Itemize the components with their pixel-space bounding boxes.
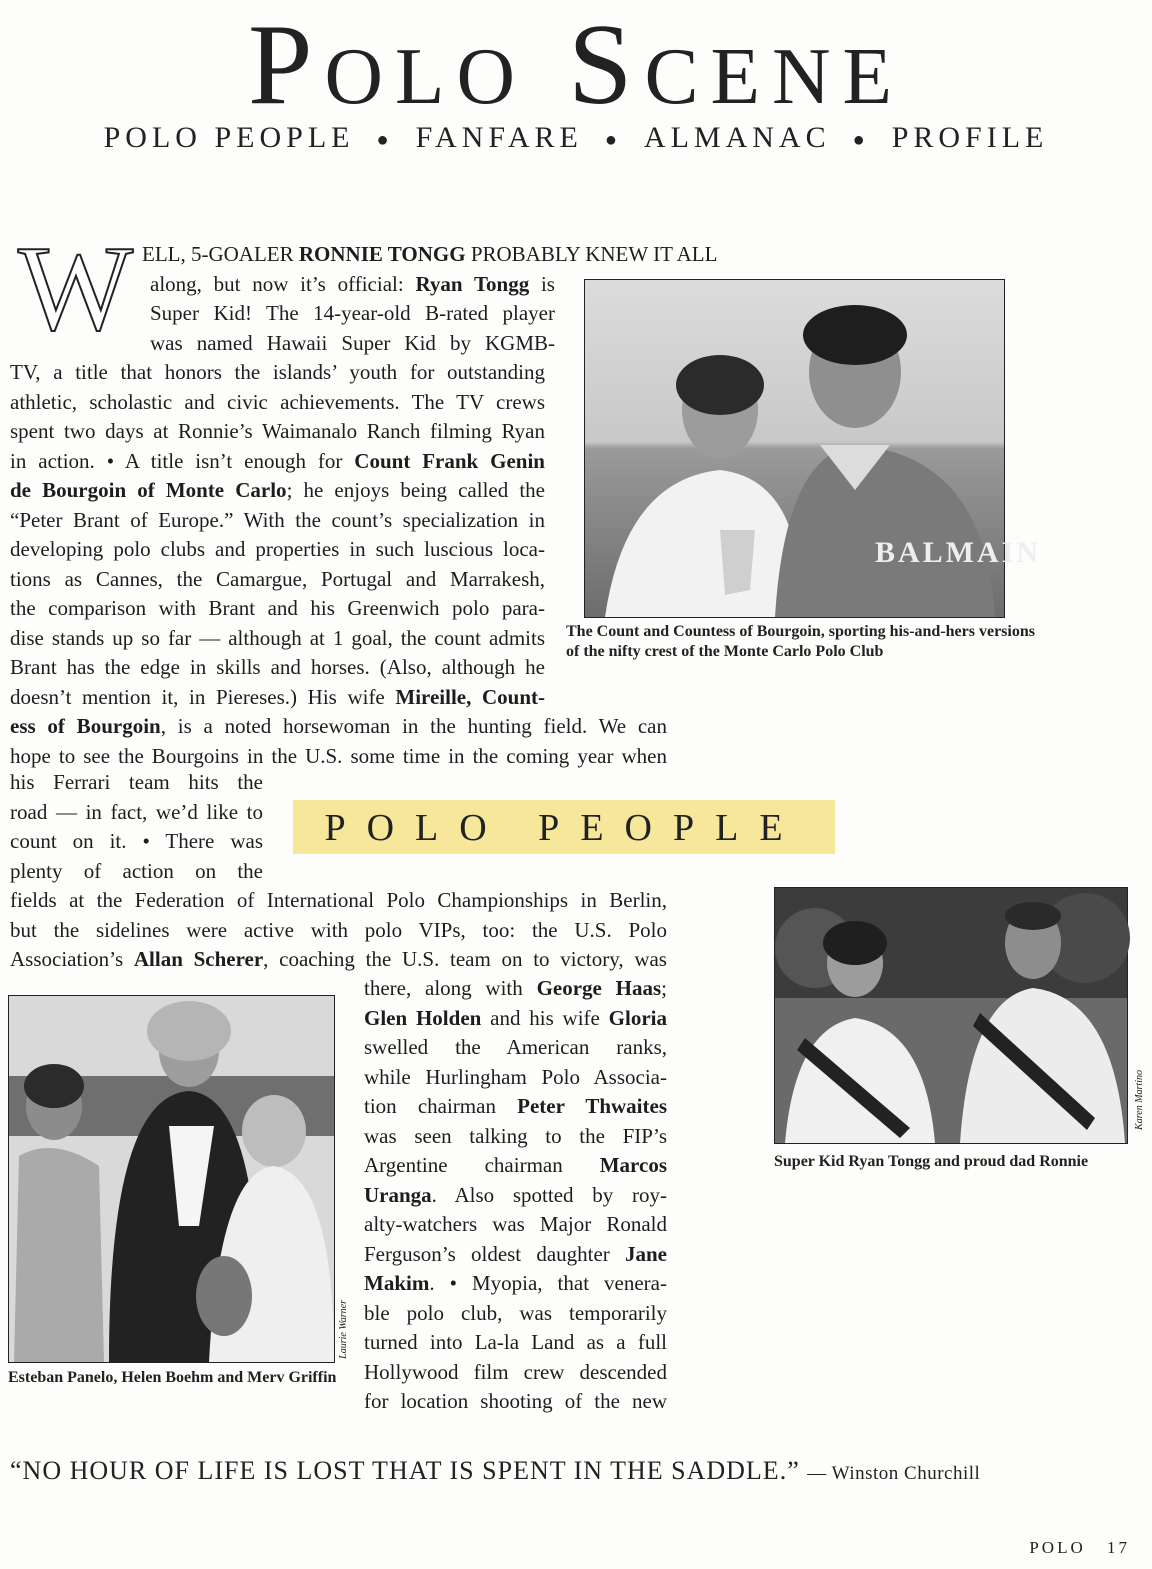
bullet-separator: ● [604,129,622,152]
photo-trophy [8,995,335,1363]
article-line: Glen Holden and his wife Gloria [364,1005,667,1030]
quote-text: “NO HOUR OF LIFE IS LOST THAT IS SPENT IN THE SADDLE.” [10,1456,800,1485]
quote-attribution: — Winston Churchill [807,1463,981,1484]
article-line: hope to see the Bourgoins in the U.S. some time in the coming year when [10,743,667,768]
article-line: was named Hawaii Super Kid by KGMB- [150,330,555,355]
article-line: Hollywood film crew descended [364,1359,667,1384]
article-line: alty-watchers was Major Ronald [364,1212,667,1236]
section-nav [0,118,1152,160]
shirt-text: BALMAIN [875,536,1042,569]
article-line: ble polo club, was temporarily [364,1300,667,1325]
article-line: doesn’t mention it, in Piereses.) His wife Mireille, Count- [10,684,545,709]
photo-trophy-image [9,996,334,1362]
article-line: athletic, scholastic and civic achievements. The TV crews [10,389,545,414]
article-line: while Hurlingham Polo Associa- [364,1064,667,1089]
bullet-separator: ● [852,129,870,152]
article-line: TV, a title that honors the islands’ youth for outstanding [10,360,545,384]
article-line: Brant has the edge in skills and horses. (Also, although he [10,655,545,679]
article-line: Super Kid! The 14-year-old B-rated player [150,301,555,325]
article-line: there, along with George Haas; [364,976,667,1000]
article-line: “Peter Brant of Europe.” With the count’s specialization in [10,507,545,532]
folio-magazine: POLO [1029,1538,1086,1557]
photo-credit-martino: Karen Martino [1134,1070,1145,1130]
article-line: ess of Bourgoin, is a noted horsewoman in the hunting field. We can [10,714,668,738]
article-line: tions as Cannes, the Camargue, Portugal and Marrakesh, [10,566,545,591]
folio [1029,1538,1130,1558]
article-line: Association’s Allan Scherer, coaching the U.S. team on to victory, was [10,947,667,971]
article-line: spent two days at Ronnie’s Waimanalo Ranch filming Ryan [10,419,545,443]
article-line: for location shooting of the new [364,1389,667,1413]
photo-count-countess [584,279,1042,618]
article-line: road — in fact, we’d like to [10,799,263,824]
article-line: along, but now it’s official: Ryan Tongg is [150,271,555,296]
section-polo-people: POLO PEOPLE [103,121,355,154]
caption-count: The Count and Countess of Bourgoin, sporting his-and-hers versions of the nifty crest of the Monte Carlo Polo Club [566,623,1035,660]
article-line: count on it. • There was [10,829,263,853]
article-body-top [10,240,718,771]
article-line: Uranga. Also spotted by roy- [364,1182,667,1207]
article-line: turned into La-la Land as a full [364,1330,667,1354]
caption-trophy: Esteban Panelo, Helen Boehm and Merv Griffin [8,1369,337,1386]
article-line: his Ferrari team hits the [10,770,263,794]
article-line: plenty of action on the [10,858,263,883]
article-line: Argentine chairman Marcos [364,1153,667,1177]
article-line: the comparison with Brant and his Greenwich polo para- [10,596,545,620]
pull-quote [10,1456,980,1486]
section-banner-polo-people: POLO PEOPLE [293,800,835,854]
photo-super-kid-image [775,888,1127,1143]
bullet-separator: ● [376,129,394,152]
article-line: dise stands up so far — although at 1 goal, the count admits [10,625,545,650]
article-body-narrow [364,974,667,1417]
article-line: swelled the American ranks, [364,1035,667,1059]
article-line: de Bourgoin of Monte Carlo; he enjoys being called the [10,478,545,502]
section-profile: PROFILE [891,121,1049,154]
article-line: developing polo clubs and properties in such luscious loca- [10,537,545,561]
page-title: Polo Scene [248,1,904,129]
photo-count-countess-image [585,280,1042,617]
article-line: tion chairman Peter Thwaites [364,1094,668,1118]
article-line: Makim. • Myopia, that venera- [364,1271,667,1295]
article-line: in action. • A title isn’t enough for Count Frank Genin [10,448,545,473]
photo-credit-warner: Laurie Warner [338,1300,349,1359]
article-line: ELL, 5-GOALER RONNIE TONGG PROBABLY KNEW IT ALL [142,242,718,266]
article-line: fields at the Federation of International Polo Championships in Berlin, [10,888,667,912]
section-fanfare: FANFARE [415,121,583,154]
photo-super-kid [774,887,1128,1144]
folio-page: 17 [1107,1538,1130,1557]
article-line: Ferguson’s oldest daughter Jane [364,1241,667,1266]
article-body-wide [10,886,667,975]
caption-super-kid: Super Kid Ryan Tongg and proud dad Ronnie [774,1153,1089,1170]
article-line: was seen talking to the FIP’s [364,1123,667,1148]
article-line: but the sidelines were active with polo VIPs, too: the U.S. Polo [10,917,667,942]
section-almanac: ALMANAC [643,121,831,154]
article-body-mid [10,768,265,886]
drop-cap: W [18,221,134,356]
